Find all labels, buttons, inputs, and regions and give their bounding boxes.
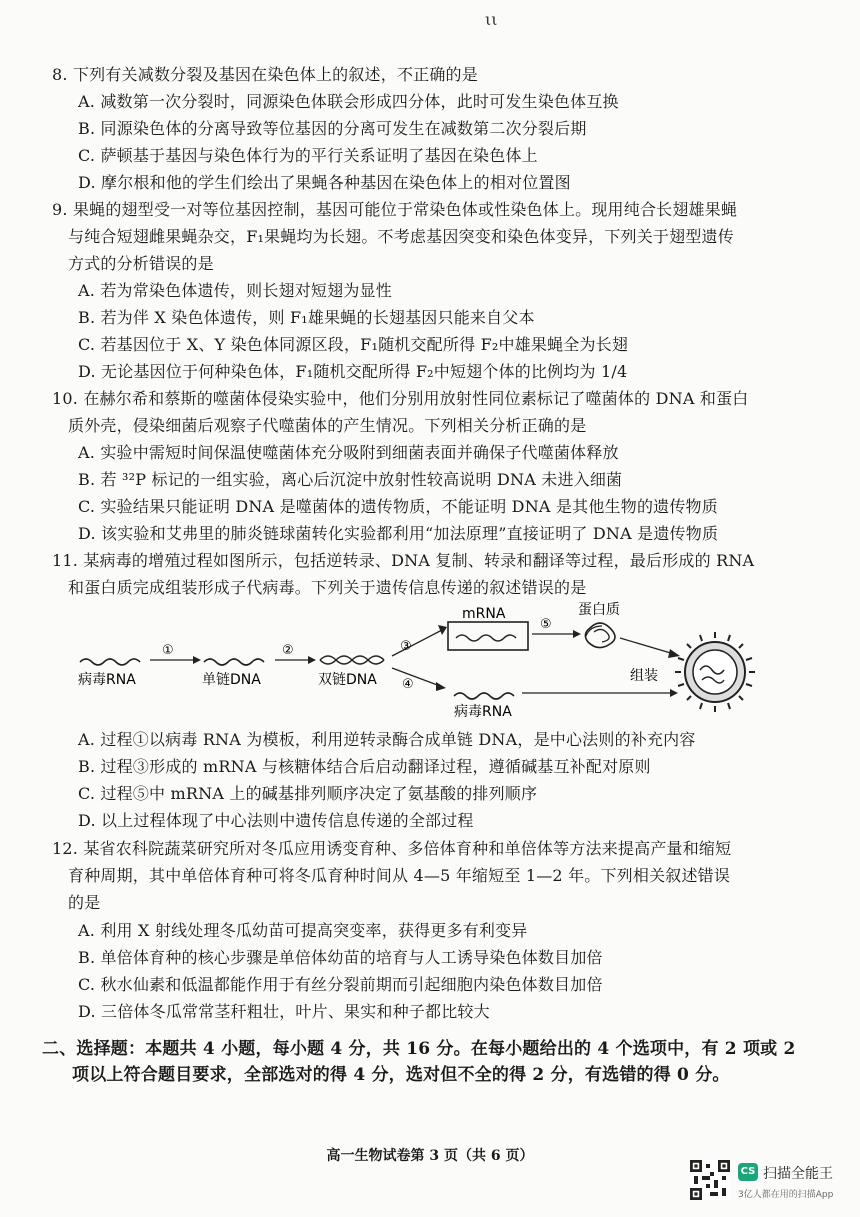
- arrowhead-step-5: [573, 630, 581, 638]
- virus-rna-strand: [80, 659, 140, 665]
- q12-stem-1: 12. 某省农科院蔬菜研究所对冬瓜应用诱变育种、多倍体育种和单倍体等方法来提高产量和缩短: [52, 839, 732, 858]
- q8-option-b: B. 同源染色体的分离导致等位基因的分离可发生在减数第二次分裂后期: [78, 119, 587, 138]
- q11-option-c: C. 过程⑤中 mRNA 上的碱基排列顺序决定了氨基酸的排列顺序: [78, 784, 538, 803]
- camscanner-title: 扫描全能王: [763, 1166, 833, 1182]
- label-step-4: ④: [402, 677, 414, 692]
- arrowhead-step-4: [436, 682, 446, 691]
- label-ds-dna: 双链DNA: [318, 672, 377, 688]
- q8-option-d: D. 摩尔根和他的学生们绘出了果蝇各种基因在染色体上的相对位置图: [78, 173, 571, 192]
- label-virus-rna: 病毒RNA: [78, 672, 136, 688]
- q10-option-c: C. 实验结果只能证明 DNA 是噬菌体的遗传物质，不能证明 DNA 是其他生物的遗传物质: [78, 497, 718, 516]
- q9-stem-3: 方式的分析错误的是: [68, 254, 214, 273]
- camscanner-logo: CS: [738, 1163, 758, 1181]
- label-step-5: ⑤: [540, 617, 552, 632]
- q11-option-d: D. 以上过程体现了中心法则中遗传信息传递的全部过程: [78, 811, 474, 830]
- page-mark: ιι: [485, 10, 498, 29]
- q9-option-d: D. 无论基因位于何种染色体，F₁随机交配所得 F₂中短翅个体的比例均为 1/4: [78, 362, 628, 381]
- label-step-3: ③: [400, 639, 412, 654]
- arrowhead-rna-assembly: [670, 689, 678, 697]
- arrowhead-step-1: [193, 656, 201, 664]
- q10-option-b: B. 若 ³²P 标记的一组实验，离心后沉淀中放射性较高说明 DNA 未进入细菌: [78, 470, 623, 489]
- q11-option-a: A. 过程①以病毒 RNA 为模板，利用逆转录酶合成单链 DNA，是中心法则的补充内容: [78, 730, 696, 749]
- section-2-instructions: 项以上符合题目要求，全部选对的得 4 分，选对但不全的得 2 分，有选错的得 0 分。: [72, 1065, 730, 1085]
- q11-stem-1: 11. 某病毒的增殖过程如图所示，包括逆转录、DNA 复制、转录和翻译等过程，最后形成的 RNA: [52, 551, 755, 570]
- q9-stem-1: 9. 果蝇的翅型受一对等位基因控制，基因可能位于常染色体或性染色体上。现用纯合长翅雄果蝇: [52, 200, 738, 219]
- q12-option-a: A. 利用 X 射线处理冬瓜幼苗可提高突变率，获得更多有利变异: [78, 921, 528, 940]
- protein-icon: [585, 623, 615, 648]
- arrowhead-protein-assembly: [668, 649, 680, 658]
- q9-option-b: B. 若为伴 X 染色体遗传，则 F₁雄果蝇的长翅基因只能来自父本: [78, 308, 535, 327]
- q10-option-a: A. 实验中需短时间保温使噬菌体充分吸附到细菌表面并确保子代噬菌体释放: [78, 443, 619, 462]
- single-strand-dna: [204, 659, 264, 665]
- label-step-2: ②: [282, 643, 294, 658]
- label-assembly: 组装: [630, 668, 658, 684]
- label-virus-rna-2: 病毒RNA: [454, 704, 512, 720]
- q8-stem: 8. 下列有关减数分裂及基因在染色体上的叙述，不正确的是: [52, 65, 478, 84]
- q8-option-c: C. 萨顿基于基因与染色体行为的平行关系证明了基因在染色体上: [78, 146, 538, 165]
- q9-stem-2: 与纯合短翅雌果蝇杂交，F₁果蝇均为长翅。不考虑基因突变和染色体变异，下列关于翅型遗传: [68, 227, 734, 246]
- qr-code-icon: [690, 1160, 730, 1200]
- section-2-heading: 二、选择题：本题共 4 小题，每小题 4 分，共 16 分。在每小题给出的 4 个选项中，有 2 项或 2: [42, 1039, 796, 1059]
- label-step-1: ①: [162, 643, 174, 658]
- q12-stem-2: 育种周期，其中单倍体育种可将冬瓜育种时间从 4—5 年缩短至 1—2 年。下列相关叙述错误: [68, 866, 731, 885]
- q8-option-a: A. 减数第一次分裂时，同源染色体联会形成四分体，此时可发生染色体互换: [78, 92, 619, 111]
- double-strand-dna-b: [320, 656, 384, 664]
- virus-replication-diagram: [70, 598, 770, 720]
- q11-option-b: B. 过程③形成的 mRNA 与核糖体结合后启动翻译过程，遵循碱基互补配对原则: [78, 757, 651, 776]
- q10-stem-2: 质外壳，侵染细菌后观察子代噬菌体的产生情况。下列相关分析正确的是: [68, 416, 587, 435]
- label-protein: 蛋白质: [578, 602, 620, 618]
- virus-rna-strand-2: [454, 693, 514, 699]
- q9-option-c: C. 若基因位于 X、Y 染色体同源区段，F₁随机交配所得 F₂中雄果蝇全为长翅: [78, 335, 629, 354]
- q9-option-a: A. 若为常染色体遗传，则长翅对短翅为显性: [78, 281, 392, 300]
- q12-option-b: B. 单倍体育种的核心步骤是单倍体幼苗的培育与人工诱导染色体数目加倍: [78, 948, 603, 967]
- camscanner-subtitle: 3亿人都在用的扫描App: [738, 1190, 834, 1200]
- q10-option-d: D. 该实验和艾弗里的肺炎链球菌转化实验都利用“加法原理”直接证明了 DNA 是遗传物质: [78, 524, 719, 543]
- q12-option-c: C. 秋水仙素和低温都能作用于有丝分裂前期而引起细胞内染色体数目加倍: [78, 975, 603, 994]
- arrowhead-step-2: [308, 656, 316, 664]
- virion-icon: [675, 632, 755, 712]
- label-ss-dna: 单链DNA: [202, 672, 261, 688]
- q10-stem-1: 10. 在赫尔希和蔡斯的噬菌体侵染实验中，他们分别用放射性同位素标记了噬菌体的 DNA 和蛋白: [52, 389, 749, 408]
- arrow-step-4: [392, 668, 440, 686]
- q12-stem-3: 的是: [68, 893, 101, 912]
- arrowhead-step-3: [438, 625, 447, 635]
- label-mrna: mRNA: [462, 606, 506, 622]
- q11-stem-2: 和蛋白质完成组装形成子代病毒。下列关于遗传信息传递的叙述错误的是: [68, 578, 587, 597]
- q12-option-d: D. 三倍体冬瓜常常茎秆粗壮，叶片、果实和种子都比较大: [78, 1002, 490, 1021]
- mrna-strand: [456, 635, 516, 641]
- arrow-protein-assembly: [620, 638, 674, 654]
- page-footer: 高一生物试卷第 3 页（共 6 页）: [326, 1148, 534, 1164]
